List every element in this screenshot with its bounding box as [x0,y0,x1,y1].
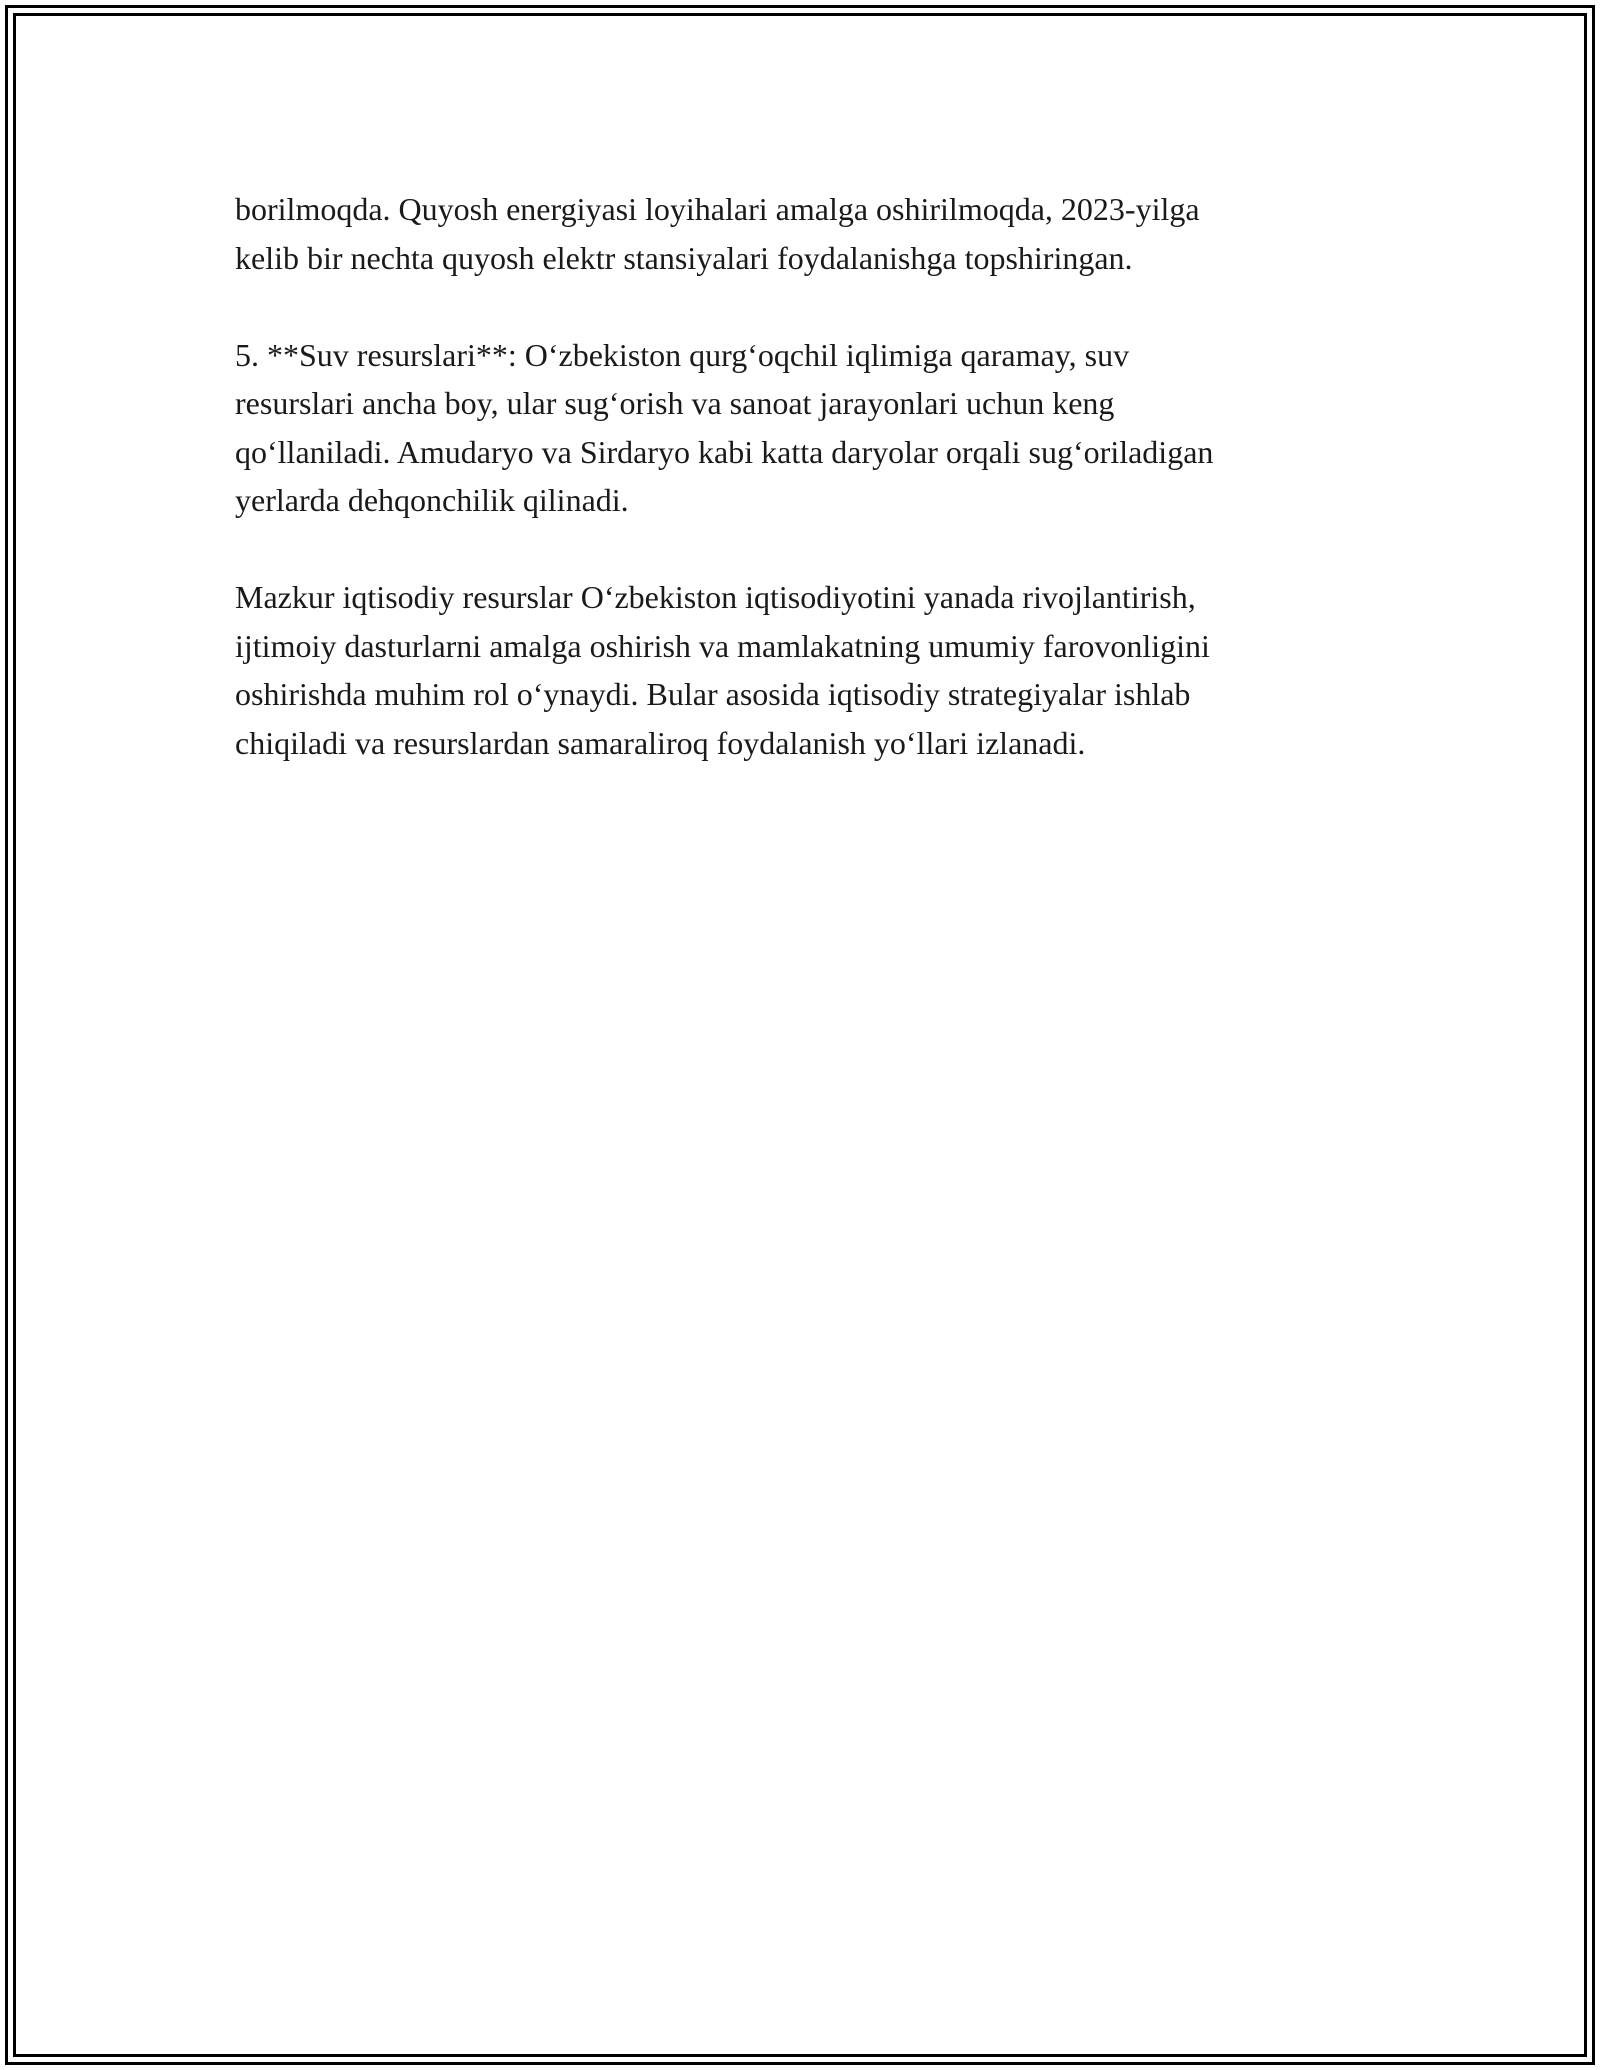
text-line: yerlarda dehqonchilik qilinadi. [235,482,629,518]
text-line: qo‘llaniladi. Amudaryo va Sirdaryo kabi katta daryolar orqali sug‘oriladigan [235,433,1214,470]
text-line: borilmoqda. Quyosh energiyasi loyihalari amalga oshirilmoqda, 2023-yilga [235,191,1200,227]
text-line: Mazkur iqtisodiy resurslar O‘zbekiston iqtisodiyotini yanada rivojlantirish, [235,579,1196,615]
paragraph-water-resources [235,331,1385,525]
text-line: 5. **Suv resurslari**: O‘zbekiston qurg‘oqchil iqlimiga qaramay, suv [235,336,1130,373]
paragraph-solar-energy [235,185,1385,282]
text-line: oshirishda muhim rol o‘ynaydi. Bular asosida iqtisodiy strategiyalar ishlab [235,676,1191,712]
text-line: chiqiladi va resurslardan samaraliroq foydalanish yo‘llari izlanadi. [235,724,1086,761]
text-line: resurslari ancha boy, ular sug‘orish va sanoat jarayonlari uchun keng [235,385,1115,421]
text-line: kelib bir nechta quyosh elektr stansiyalari foydalanishga topshiringan. [235,239,1133,276]
document-body [235,185,1385,816]
text-line: ijtimoiy dasturlarni amalga oshirish va mamlakatning umumiy farovonligini [235,627,1210,664]
paragraph-conclusion [235,573,1385,767]
